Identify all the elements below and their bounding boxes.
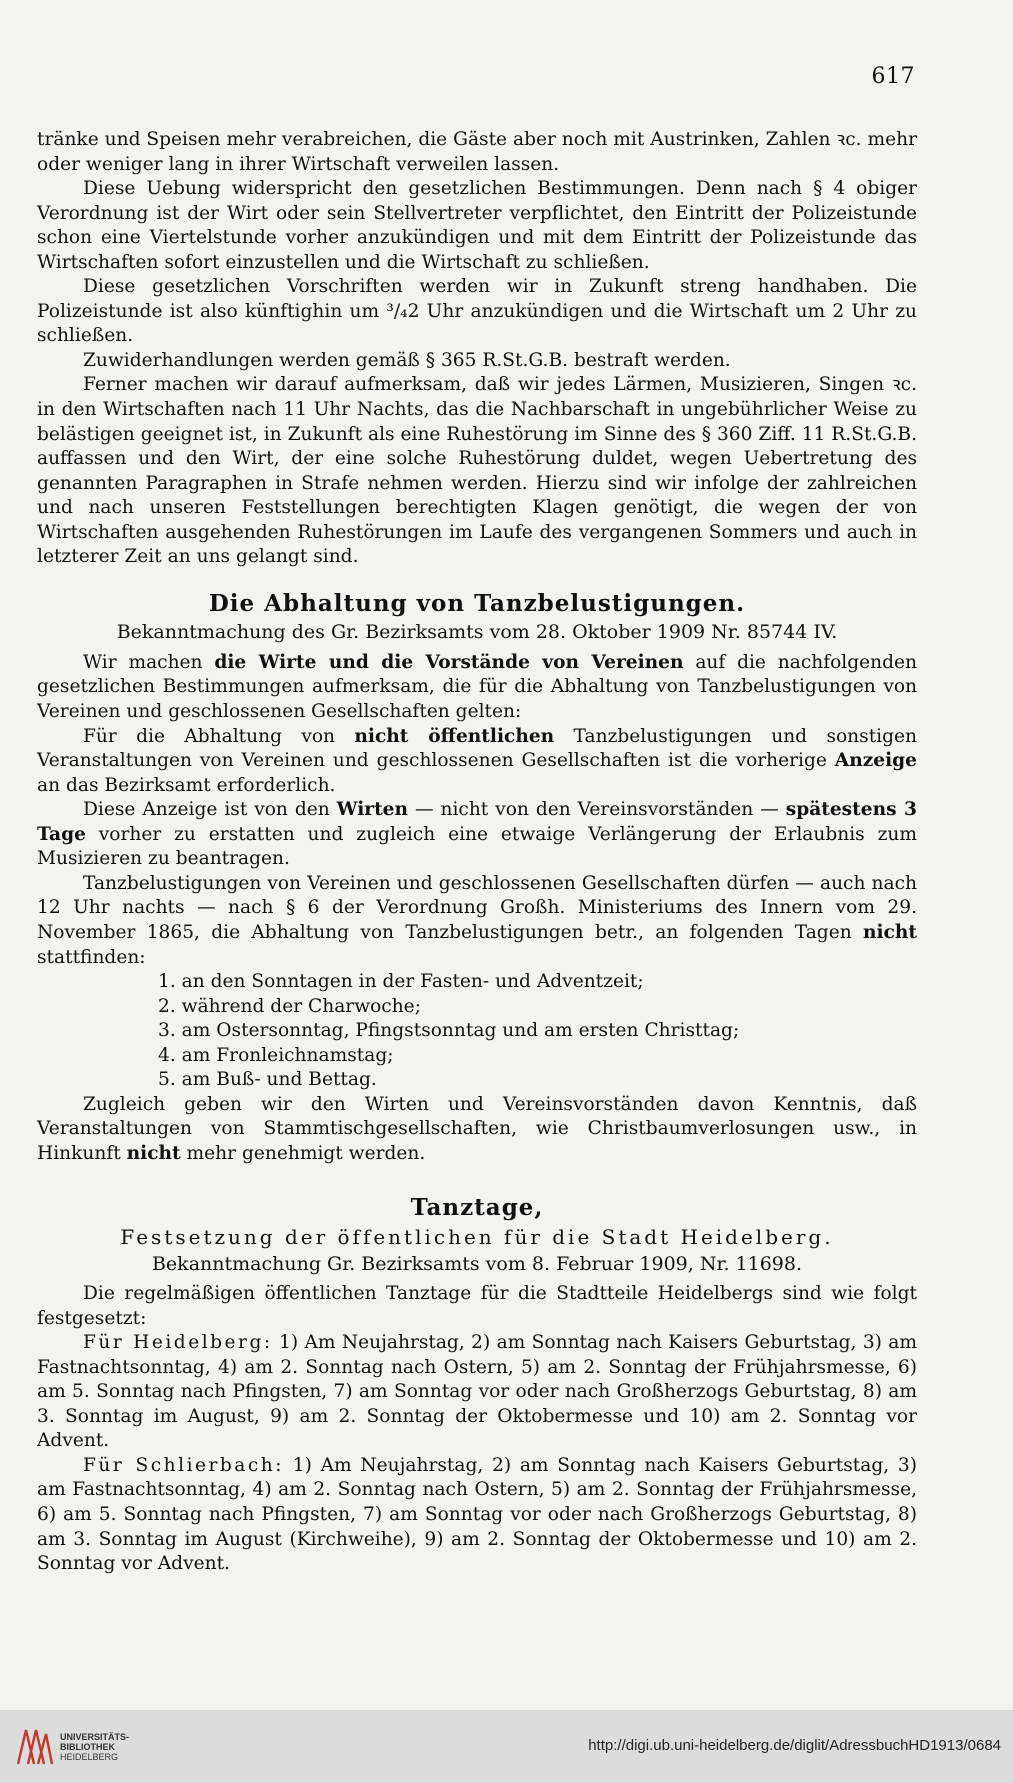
logo-line: UNIVERSITÄTS-: [60, 1732, 130, 1742]
source-url-link[interactable]: http://digi.ub.uni-heidelberg.de/diglit/AdressbuchHD1913/0684: [588, 1737, 1001, 1754]
paragraph-heidelberg: [37, 1331, 917, 1454]
paragraph-tage: [37, 872, 917, 970]
paragraph-schlierbach: [37, 1454, 917, 1577]
list-item: 5. am Buß- und Bettag.: [158, 1069, 377, 1091]
paragraph-uebung: Diese Uebung widerspricht den gesetzlichen Bestimmungen. Denn nach § 4 obiger Verordnung ist der Wirt oder sein Stellvertreter verpflichtet, den Eintritt der Polizeistunde schon eine Viertelstunde vorher anzukündigen und mit dem Eintritt der Polizeistunde das Wirtschaften sofort einzustellen und die Wirtschaft zu schließen.: [37, 178, 917, 273]
paragraph-nicht-oeffentlich: [37, 725, 917, 799]
paragraph-stammtisch: [37, 1093, 917, 1167]
page-number: 617: [871, 64, 915, 89]
paragraph-anzeige: [37, 798, 917, 872]
section-title-tanzbelustigungen: Die Abhaltung von Tanzbelustigungen.: [208, 589, 746, 617]
paragraph-ruhestoerung: Ferner machen wir darauf aufmerksam, daß wir jedes Lärmen, Musizieren, Singen ꝛc. in den Wirtschaften nach 11 Uhr Nachts, das die Nachbarschaft in ungebührlicher Weise zu belästigen geeignet ist, in Zukunft als eine Ruhestörung im Sinne des § 360 Ziff. 11 R.St.G.B. auffassen und den Wirt, der eine solche Ruhestörung duldet, wegen Uebertretung des genannten Paragraphen in Strafe nehmen werden. Hierzu sind wir infolge der zahlreichen und nach unseren Feststellungen berechtigten Klagen genötigt, die wegen der von Wirtschaften ausgehenden Ruhestörungen im Laufe des vergangenen Sommers und auch in letzterer Zeit an uns gelangt sind.: [37, 374, 917, 568]
bold-text: nicht: [126, 1142, 181, 1164]
bold-text: spätestens 3 Tage: [37, 799, 917, 845]
spaced-label: Für Schlierbach:: [83, 1454, 285, 1476]
bold-text: nicht öffentlichen: [354, 725, 555, 747]
text-run: mehr genehmigt werden.: [180, 1142, 426, 1164]
page-content: [37, 128, 917, 1577]
text-run: Tanzbelustigungen und sonstigen Veranstaltungen von Vereinen und geschlossenen Gesellschaften ist die vorherige: [37, 725, 917, 772]
paragraph-zuwiderhandlungen: Zuwiderhandlungen werden gemäß § 365 R.St.G.B. bestraft werden.: [83, 349, 731, 371]
bold-text: Anzeige: [834, 750, 917, 772]
text-run: Für die Abhaltung von: [83, 725, 355, 747]
text-run: an das Bezirksamt erforderlich.: [37, 774, 336, 796]
bold-text: nicht: [862, 921, 917, 943]
text-run: Wir machen: [83, 651, 215, 673]
text-run: Tanzbelustigungen von Vereinen und geschlossenen Gesellschaften dürfen — auch nach 12 Uhr nachts — nach § 6 der Verordnung Großh. Ministeriums des Innern vom 29. November 1865, die Abhaltung von Tanzbelustigungen betr., an folgenden Tagen: [37, 872, 917, 943]
list-item: 4. am Fronleichnamstag;: [158, 1044, 394, 1066]
text-run: Zugleich geben wir den Wirten und Vereinsvorständen davon Kenntnis, daß Veranstaltungen von Stammtischgesellschaften, wie Christbaumverlosungen usw., in Hinkunft: [37, 1093, 917, 1164]
bold-text: Wirten: [336, 799, 409, 821]
text-run: 1) Am Neujahrstag, 2) am Sonntag nach Kaisers Geburtstag, 3) am Fastnachtsonntag, 4) am 2. Sonntag nach Ostern, 5) am 2. Sonntag der Frühjahrsmesse, 6) am 5. Sonntag nach Pfingsten, 7) am Sonntag vor oder nach Großherzogs Geburtstag, 8) am 3. Sonntag im August, 9) am 2. Sonntag der Oktobermesse und 10) am 2. Sonntag vor Advent.: [37, 1332, 917, 1452]
library-logo-text: [60, 1732, 129, 1762]
bold-text: die Wirte und die Vorstände von Vereinen: [214, 651, 684, 673]
list-item: 3. am Ostersonntag, Pfingstsonntag und am ersten Christtag;: [158, 1020, 740, 1042]
text-run: auf die nachfolgenden gesetzlichen Bestimmungen aufmerksam, die für die Abhaltung von Tanzbelustigungen von Vereinen und geschlossenen Gesellschaften gelten:: [37, 651, 917, 723]
library-logo-icon: [14, 1724, 54, 1768]
section-title-tanztage: Tanztage,: [410, 1194, 544, 1222]
paragraph-wirte: [37, 651, 917, 725]
text-run: stattfinden:: [37, 946, 146, 968]
text-run: — nicht von den Vereinsvorständen —: [408, 799, 786, 821]
text-run: 1) Am Neujahrstag, 2) am Sonntag nach Kaisers Geburtstag, 3) am Fastnachtsonntag, 4) am 2. Sonntag nach Ostern, 5) am 2. Sonntag der Frühjahrsmesse, 6) am 5. Sonntag nach Pfingsten, 7) am Sonntag vor oder nach Großherzogs Geburtstag, 8) am 3. Sonntag im August (Kirchweihe), 9) am 2. Sonntag der Oktobermesse und 10) am 2. Sonntag vor Advent.: [37, 1454, 917, 1575]
logo-line: BIBLIOTHEK: [60, 1742, 115, 1752]
text-run: vorher zu erstatten und zugleich eine etwaige Verlängerung der Erlaubnis zum Musizieren zu beantragen.: [37, 823, 917, 870]
footer-bar: [0, 1710, 1013, 1783]
text-run: Diese Anzeige ist von den: [83, 799, 337, 821]
section-subtitle-bekanntmachung-2: Bekanntmachung Gr. Bezirksamts vom 8. Februar 1909, Nr. 11698.: [151, 1252, 803, 1275]
spaced-label: Für Heidelberg:: [83, 1332, 273, 1354]
paragraph-continuation: tränke und Speisen mehr verabreichen, die Gäste aber noch mit Austrinken, Zahlen ꝛc. mehr oder weniger lang in ihrer Wirtschaft verweilen lassen.: [37, 129, 917, 175]
list-item: 1. an den Sonntagen in der Fasten- und Adventzeit;: [158, 971, 644, 993]
forbidden-days-list: [37, 970, 917, 1093]
list-item: 2. während der Charwoche;: [158, 995, 421, 1017]
paragraph-vorschriften: Diese gesetzlichen Vorschriften werden wir in Zukunft streng handhaben. Die Polizeistunde ist also künftighin um ³/₄2 Uhr anzukündigen und die Wirtschaft um 2 Uhr zu schließen.: [37, 276, 917, 347]
section-subtitle-bekanntmachung-1: Bekanntmachung des Gr. Bezirksamts vom 28. Oktober 1909 Nr. 85744 IV.: [116, 621, 838, 644]
logo-line: HEIDELBERG: [60, 1752, 119, 1762]
section-subtitle-festsetzung: Festsetzung der öffentlichen für die Stadt Heidelberg.: [120, 1224, 834, 1249]
paragraph-tanztage-intro: Die regelmäßigen öffentlichen Tanztage für die Stadtteile Heidelbergs sind wie folgt festgesetzt:: [37, 1283, 917, 1329]
